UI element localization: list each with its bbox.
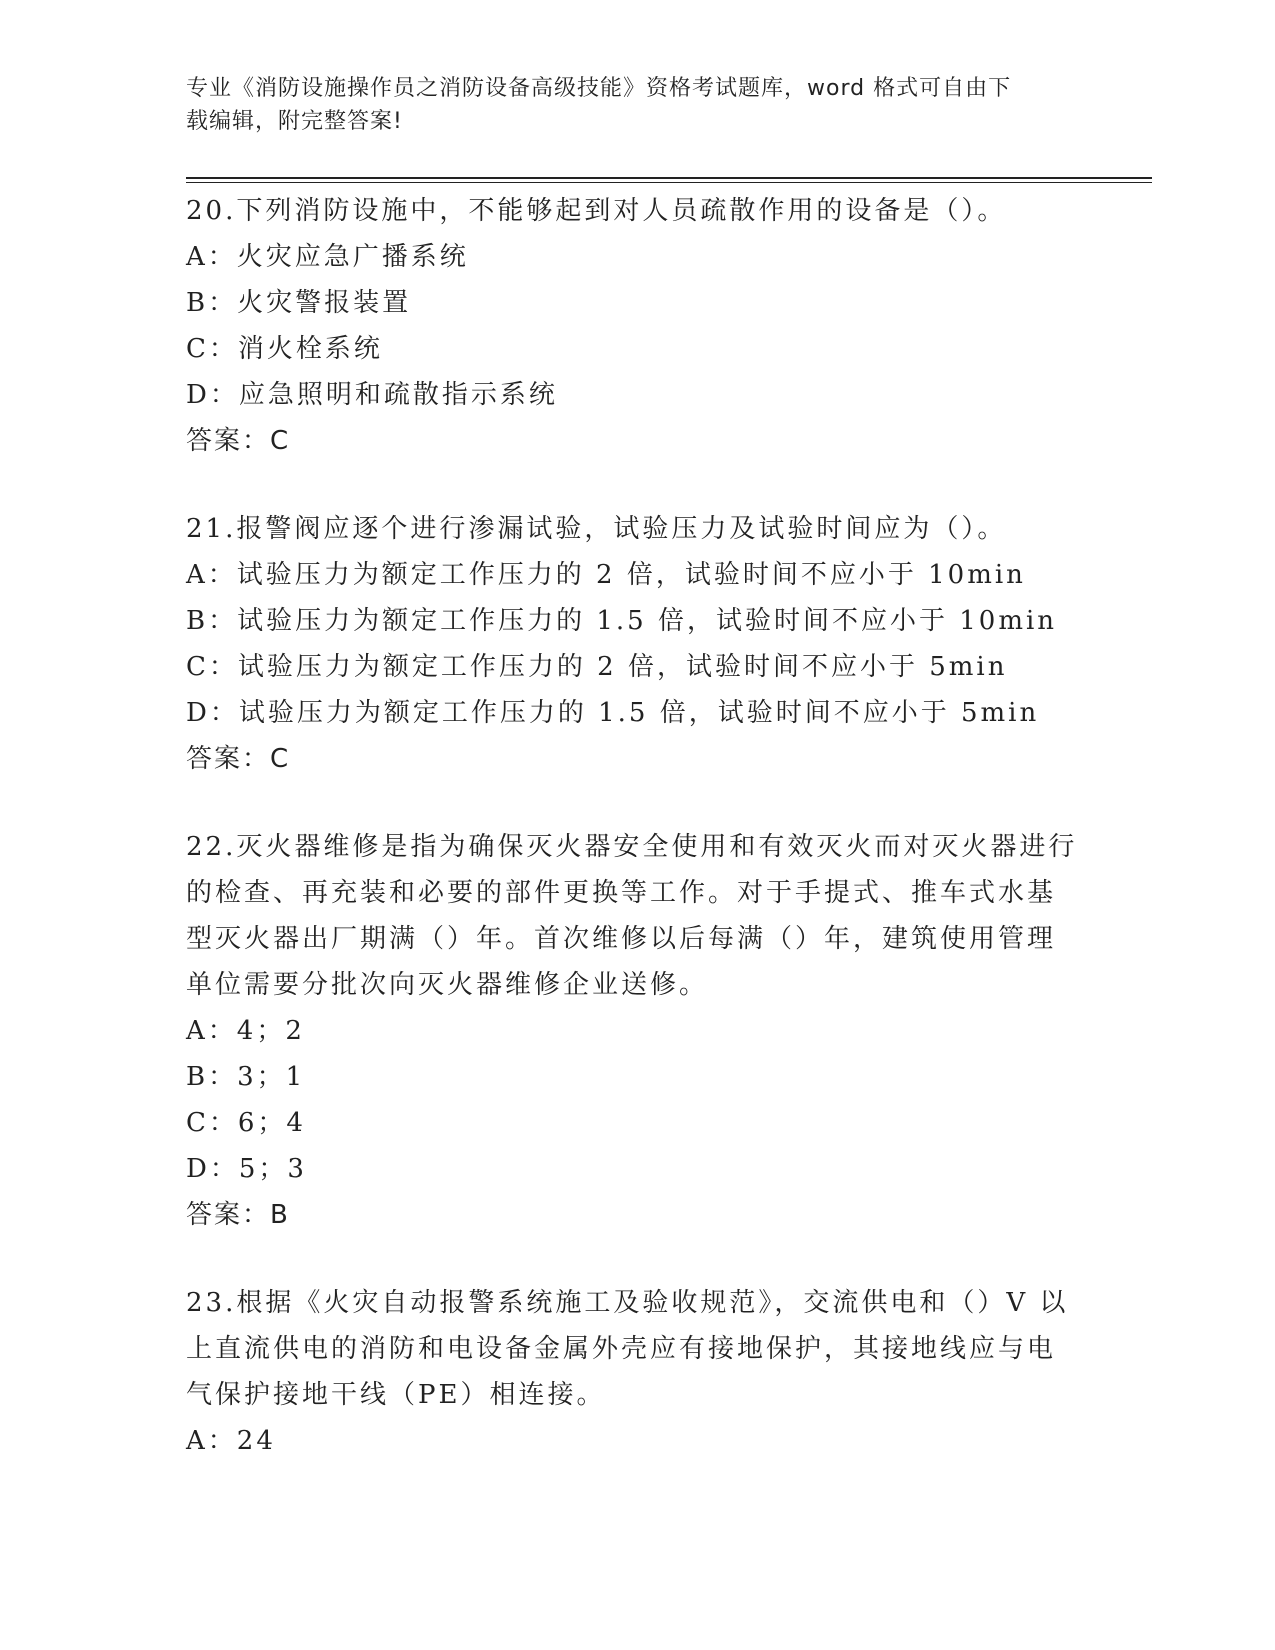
question-stem-line: 22.灭火器维修是指为确保灭火器安全使用和有效灭火而对灭火器进行 — [186, 832, 1078, 862]
question-21 — [186, 506, 1086, 782]
question-stem-line: 型灭火器出厂期满（）年。首次维修以后每满（）年，建筑使用管理 — [186, 924, 1057, 954]
option-a: A：24 — [186, 1426, 276, 1456]
question-stem-line: 气保护接地干线（PE）相连接。 — [186, 1380, 606, 1410]
option-c: C：试验压力为额定工作压力的 2 倍，试验时间不应小于 5min — [186, 652, 1008, 682]
header-divider-thin — [186, 182, 1152, 183]
question-23 — [186, 1280, 1086, 1464]
option-b: B：3；1 — [186, 1062, 306, 1092]
answer-line: 答案：B — [186, 1200, 290, 1230]
option-d: D：试验压力为额定工作压力的 1.5 倍，试验时间不应小于 5min — [186, 698, 1040, 728]
option-a: A：火灾应急广播系统 — [186, 242, 469, 272]
option-c: C：消火栓系统 — [186, 334, 383, 364]
header-divider-thick — [186, 177, 1152, 179]
option-a: A：试验压力为额定工作压力的 2 倍，试验时间不应小于 10min — [186, 560, 1026, 590]
header-line-2: 载编辑，附完整答案! — [186, 109, 403, 134]
document-header — [186, 72, 1086, 138]
option-b: B：火灾警报装置 — [186, 288, 412, 318]
question-stem: 20.下列消防设施中，不能够起到对人员疏散作用的设备是（）。 — [186, 196, 1007, 226]
answer-line: 答案：C — [186, 426, 291, 456]
question-list — [186, 188, 1086, 1464]
option-c: C：6；4 — [186, 1108, 306, 1138]
question-20 — [186, 188, 1086, 464]
question-stem-line: 23.根据《火灾自动报警系统施工及验收规范》，交流供电和（）V 以 — [186, 1288, 1069, 1318]
question-stem: 21.报警阀应逐个进行渗漏试验，试验压力及试验时间应为（）。 — [186, 514, 1007, 544]
question-stem-line: 的检查、再充装和必要的部件更换等工作。对于手提式、推车式水基 — [186, 878, 1057, 908]
question-stem-line: 上直流供电的消防和电设备金属外壳应有接地保护，其接地线应与电 — [186, 1334, 1057, 1364]
header-line-1: 专业《消防设施操作员之消防设备高级技能》资格考试题库，word 格式可自由下 — [186, 76, 1012, 101]
question-22 — [186, 824, 1086, 1238]
option-b: B：试验压力为额定工作压力的 1.5 倍，试验时间不应小于 10min — [186, 606, 1058, 636]
question-stem-line: 单位需要分批次向灭火器维修企业送修。 — [186, 970, 709, 1000]
option-a: A：4；2 — [186, 1016, 305, 1046]
answer-line: 答案：C — [186, 744, 291, 774]
option-d: D：应急照明和疏散指示系统 — [186, 380, 558, 410]
option-d: D：5；3 — [186, 1154, 307, 1184]
